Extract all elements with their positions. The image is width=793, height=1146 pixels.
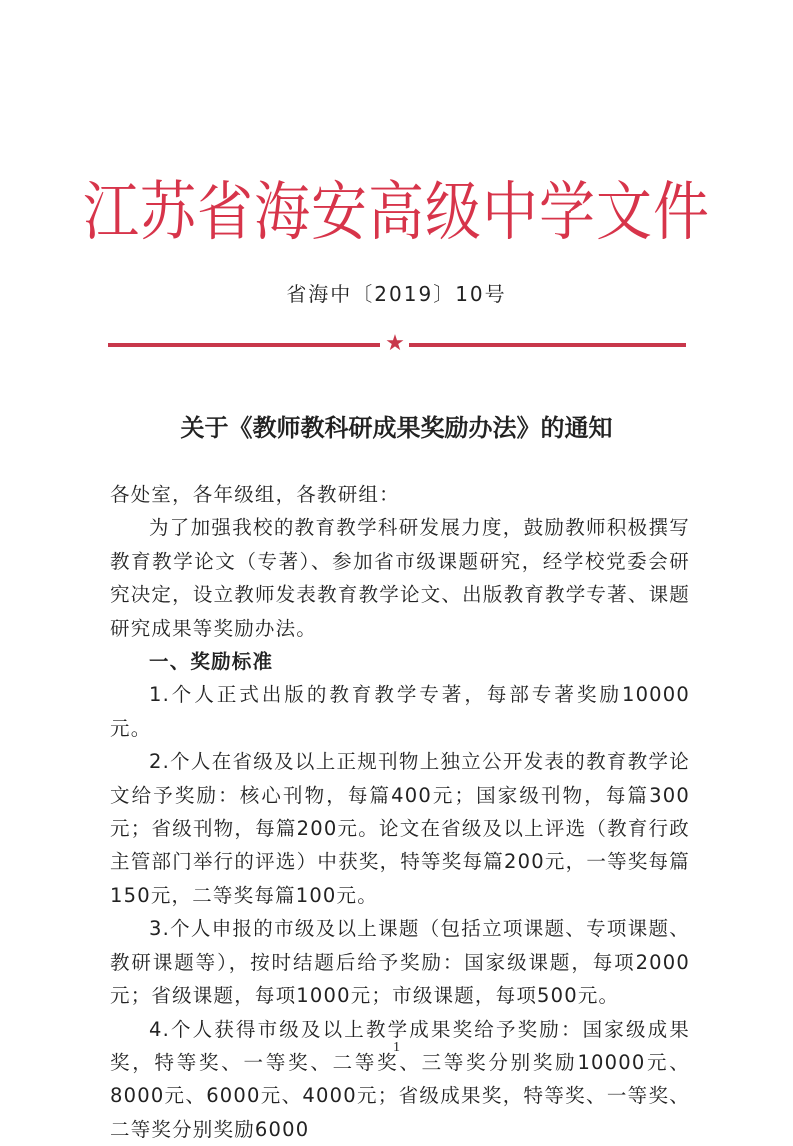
star-icon: ★ <box>384 333 406 355</box>
list-item: 2.个人在省级及以上正规刊物上独立公开发表的教育教学论文给予奖励：核心刊物，每篇400元；国家级刊物，每篇300元；省级刊物，每篇200元。论文在省级及以上评选（教育行政主管部门举行的评选）中获奖，特等奖每篇200元，一等奖每篇150元，二等奖每篇100元。 <box>110 745 690 912</box>
addressee: 各处室，各年级组，各教研组： <box>110 478 690 511</box>
divider-line-left <box>108 343 380 347</box>
list-item: 1.个人正式出版的教育教学专著，每部专著奖励10000元。 <box>110 678 690 745</box>
masthead-title: 江苏省海安高级中学文件 <box>0 172 793 255</box>
page-number: 1 <box>0 1040 793 1056</box>
list-item: 3.个人申报的市级及以上课题（包括立项课题、专项课题、教研课题等），按时结题后给予奖励：国家级课题，每项2000元；省级课题，每项1000元；市级课题，每项500元。 <box>110 912 690 1012</box>
intro-paragraph: 为了加强我校的教育教学科研发展力度，鼓励教师积极撰写教育教学论文（专著）、参加省市级课题研究，经学校党委会研究决定，设立教师发表教育教学论文、出版教育教学专著、课题研究成果等奖励办法。 <box>110 511 690 645</box>
document-number: 省海中〔2019〕10号 <box>0 278 793 307</box>
section-heading: 一、奖励标准 <box>110 645 690 678</box>
notice-title: 关于《教师教科研成果奖励办法》的通知 <box>0 408 793 443</box>
divider-line-right <box>409 343 686 347</box>
list-item: 4.个人获得市级及以上教学成果奖给予奖励：国家级成果奖，特等奖、一等奖、二等奖、三等奖分别奖励10000元、8000元、6000元、4000元；省级成果奖，特等奖、一等奖、二等奖分别奖励6000 <box>110 1013 690 1146</box>
